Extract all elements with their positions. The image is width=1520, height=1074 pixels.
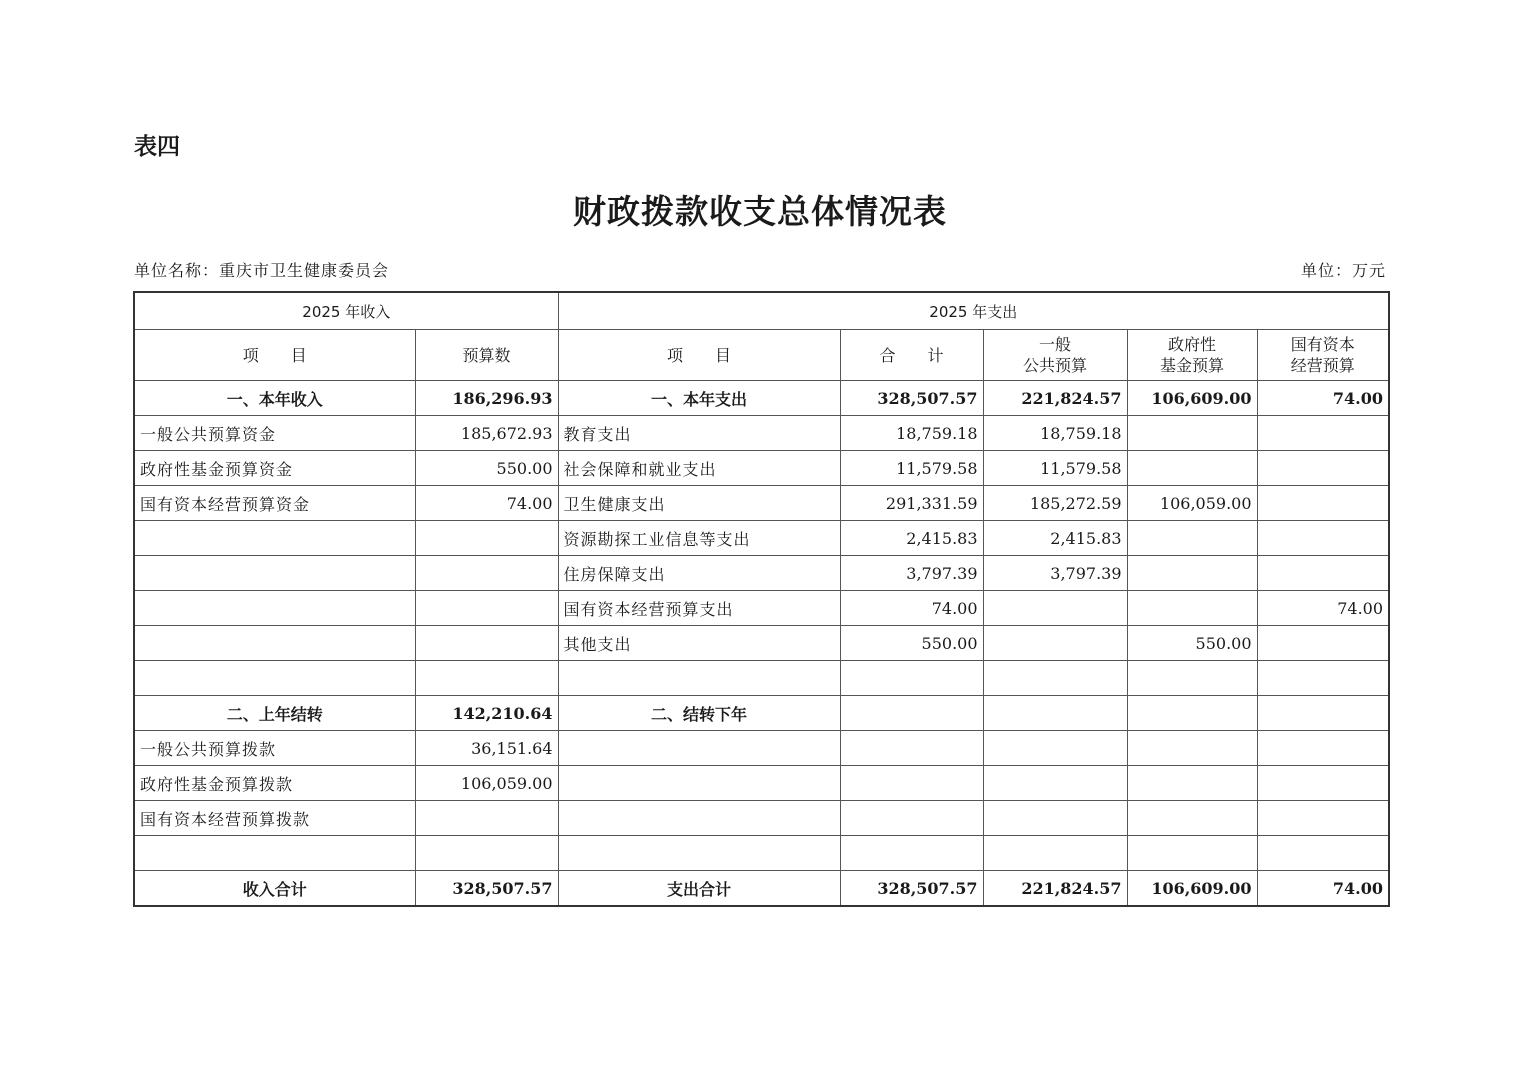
gov-fund-cell (1127, 416, 1257, 451)
income-budget-header: 预算数 (415, 330, 558, 381)
income-value-cell: 550.00 (415, 451, 558, 486)
total-cell (840, 696, 983, 731)
total-cell: 550.00 (840, 626, 983, 661)
table-row (134, 486, 1389, 521)
gov-fund-cell: 106,609.00 (1127, 871, 1257, 907)
gov-fund-header: 政府性 基金预算 (1127, 330, 1257, 381)
general-budget-cell (983, 836, 1127, 871)
income-item-cell: 收入合计 (134, 871, 415, 907)
table-row (134, 766, 1389, 801)
gov-fund-cell (1127, 591, 1257, 626)
income-item-cell: 一般公共预算资金 (134, 416, 415, 451)
table-row (134, 661, 1389, 696)
table-row (134, 731, 1389, 766)
table-row (134, 416, 1389, 451)
gov-fund-cell (1127, 766, 1257, 801)
gov-fund-cell (1127, 661, 1257, 696)
general-budget-header: 一般 公共预算 (983, 330, 1127, 381)
income-item-cell: 政府性基金预算拨款 (134, 766, 415, 801)
state-capital-cell: 74.00 (1257, 591, 1389, 626)
expense-item-cell: 教育支出 (558, 416, 840, 451)
general-budget-cell (983, 661, 1127, 696)
income-value-cell: 185,672.93 (415, 416, 558, 451)
income-group-header: 2025 年收入 (134, 292, 558, 330)
income-value-cell: 328,507.57 (415, 871, 558, 907)
expense-item-cell (558, 801, 840, 836)
gov-fund-cell (1127, 731, 1257, 766)
income-value-cell: 36,151.64 (415, 731, 558, 766)
expense-item-cell: 国有资本经营预算支出 (558, 591, 840, 626)
expense-item-cell: 卫生健康支出 (558, 486, 840, 521)
gov-fund-cell (1127, 521, 1257, 556)
table-row (134, 871, 1389, 907)
income-value-cell (415, 836, 558, 871)
income-item-cell: 一般公共预算拨款 (134, 731, 415, 766)
expense-item-cell: 支出合计 (558, 871, 840, 907)
general-budget-cell: 11,579.58 (983, 451, 1127, 486)
income-value-cell (415, 661, 558, 696)
total-cell: 18,759.18 (840, 416, 983, 451)
total-cell (840, 731, 983, 766)
income-item-cell (134, 626, 415, 661)
table-row (134, 521, 1389, 556)
budget-table (133, 291, 1390, 907)
income-value-cell: 74.00 (415, 486, 558, 521)
income-item-cell: 一、本年收入 (134, 381, 415, 416)
income-item-cell: 二、上年结转 (134, 696, 415, 731)
header-row-columns (134, 330, 1389, 381)
state-capital-cell: 74.00 (1257, 871, 1389, 907)
state-capital-cell (1257, 766, 1389, 801)
state-capital-cell (1257, 731, 1389, 766)
state-capital-cell (1257, 661, 1389, 696)
state-capital-cell (1257, 696, 1389, 731)
table-row (134, 556, 1389, 591)
general-budget-cell: 221,824.57 (983, 381, 1127, 416)
general-budget-cell: 2,415.83 (983, 521, 1127, 556)
gov-fund-cell (1127, 696, 1257, 731)
income-value-cell (415, 556, 558, 591)
income-item-cell (134, 661, 415, 696)
gov-fund-cell: 550.00 (1127, 626, 1257, 661)
total-cell (840, 801, 983, 836)
total-cell (840, 836, 983, 871)
income-item-cell (134, 521, 415, 556)
total-cell (840, 766, 983, 801)
income-item-cell (134, 836, 415, 871)
state-capital-cell (1257, 521, 1389, 556)
table-label: 表四 (134, 134, 180, 160)
total-cell: 291,331.59 (840, 486, 983, 521)
state-capital-cell (1257, 556, 1389, 591)
income-value-cell: 106,059.00 (415, 766, 558, 801)
state-capital-cell (1257, 416, 1389, 451)
state-capital-cell (1257, 836, 1389, 871)
state-capital-cell: 74.00 (1257, 381, 1389, 416)
expense-item-cell (558, 766, 840, 801)
gov-fund-cell: 106,059.00 (1127, 486, 1257, 521)
state-capital-cell (1257, 486, 1389, 521)
expense-item-cell: 其他支出 (558, 626, 840, 661)
expense-item-cell: 资源勘探工业信息等支出 (558, 521, 840, 556)
gov-fund-cell (1127, 556, 1257, 591)
expense-item-cell (558, 731, 840, 766)
income-value-cell: 186,296.93 (415, 381, 558, 416)
page-title: 财政拨款收支总体情况表 (573, 192, 947, 231)
table-row (134, 451, 1389, 486)
gov-fund-cell (1127, 801, 1257, 836)
state-capital-cell (1257, 801, 1389, 836)
table-row (134, 801, 1389, 836)
total-cell: 11,579.58 (840, 451, 983, 486)
total-cell (840, 661, 983, 696)
total-cell: 328,507.57 (840, 871, 983, 907)
income-item-cell: 国有资本经营预算拨款 (134, 801, 415, 836)
income-value-cell (415, 591, 558, 626)
expense-item-cell: 二、结转下年 (558, 696, 840, 731)
header-row-groups (134, 292, 1389, 330)
total-cell: 74.00 (840, 591, 983, 626)
state-capital-cell (1257, 451, 1389, 486)
unit-name: 单位名称：重庆市卫生健康委员会 (134, 261, 390, 280)
table-row (134, 626, 1389, 661)
general-budget-cell (983, 591, 1127, 626)
income-value-cell: 142,210.64 (415, 696, 558, 731)
general-budget-cell (983, 731, 1127, 766)
unit-label: 单位：万元 (1300, 261, 1386, 280)
expense-item-cell (558, 836, 840, 871)
total-cell: 328,507.57 (840, 381, 983, 416)
gov-fund-cell: 106,609.00 (1127, 381, 1257, 416)
general-budget-cell: 221,824.57 (983, 871, 1127, 907)
table-body (134, 381, 1389, 907)
table-row (134, 836, 1389, 871)
income-item-cell (134, 556, 415, 591)
total-header: 合 计 (840, 330, 983, 381)
income-value-cell (415, 521, 558, 556)
expense-group-header: 2025 年支出 (558, 292, 1389, 330)
general-budget-cell: 18,759.18 (983, 416, 1127, 451)
income-value-cell (415, 801, 558, 836)
total-cell: 2,415.83 (840, 521, 983, 556)
table-row (134, 591, 1389, 626)
general-budget-cell (983, 766, 1127, 801)
income-item-header: 项 目 (134, 330, 415, 381)
gov-fund-cell (1127, 836, 1257, 871)
state-capital-header: 国有资本 经营预算 (1257, 330, 1389, 381)
general-budget-cell (983, 626, 1127, 661)
state-capital-cell (1257, 626, 1389, 661)
general-budget-cell: 185,272.59 (983, 486, 1127, 521)
income-value-cell (415, 626, 558, 661)
gov-fund-cell (1127, 451, 1257, 486)
expense-item-cell: 社会保障和就业支出 (558, 451, 840, 486)
general-budget-cell: 3,797.39 (983, 556, 1127, 591)
income-item-cell (134, 591, 415, 626)
expense-item-cell: 住房保障支出 (558, 556, 840, 591)
income-item-cell: 国有资本经营预算资金 (134, 486, 415, 521)
table-row (134, 696, 1389, 731)
expense-item-cell (558, 661, 840, 696)
expense-item-header: 项 目 (558, 330, 840, 381)
income-item-cell: 政府性基金预算资金 (134, 451, 415, 486)
general-budget-cell (983, 696, 1127, 731)
expense-item-cell: 一、本年支出 (558, 381, 840, 416)
general-budget-cell (983, 801, 1127, 836)
table-row (134, 381, 1389, 416)
total-cell: 3,797.39 (840, 556, 983, 591)
